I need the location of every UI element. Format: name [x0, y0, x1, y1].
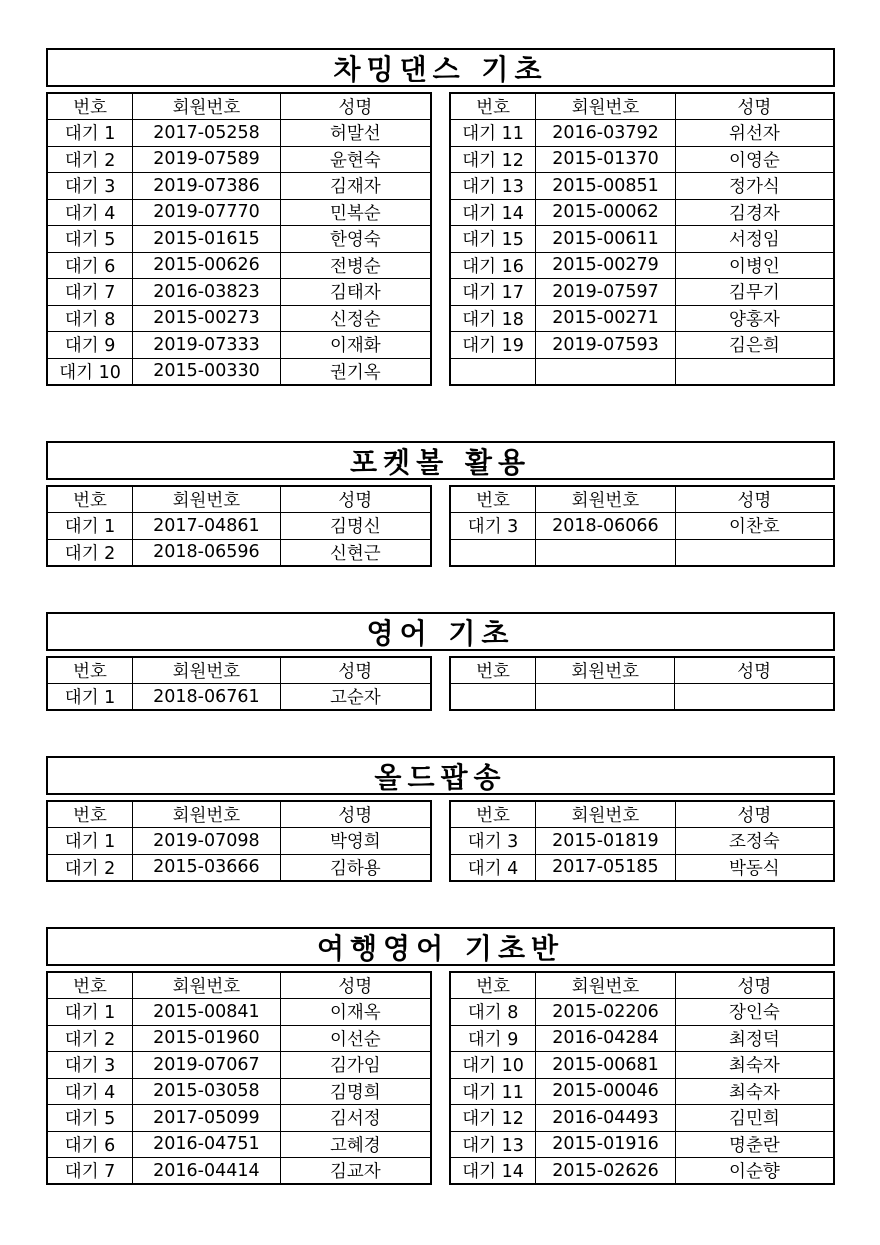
table-row	[47, 252, 431, 279]
section-title: 포켓볼 활용	[46, 441, 835, 480]
table-row	[47, 999, 431, 1026]
cell-member-id	[536, 684, 675, 711]
table-row	[450, 305, 834, 332]
table-row	[47, 684, 431, 711]
cell-waitlist-number: 대기 8	[450, 999, 536, 1026]
cell-member-id: 2015-03058	[133, 1078, 281, 1105]
cell-name: 최정덕	[675, 1025, 834, 1052]
cell-member-id: 2015-01819	[536, 828, 676, 855]
cell-waitlist-number: 대기 10	[450, 1052, 536, 1079]
cell-name: 김태자	[280, 279, 431, 306]
cell-name: 위선자	[675, 120, 834, 147]
cell-name: 고혜경	[280, 1131, 431, 1158]
column-header-member-id: 회원번호	[536, 801, 676, 828]
cell-member-id: 2015-00273	[133, 305, 281, 332]
table-row	[47, 854, 431, 881]
cell-waitlist-number: 대기 19	[450, 332, 536, 359]
cell-member-id: 2015-03666	[133, 854, 281, 881]
cell-waitlist-number: 대기 1	[47, 513, 133, 540]
cell-name: 김명희	[280, 1078, 431, 1105]
cell-name: 김무기	[675, 279, 834, 306]
cell-member-id: 2016-04414	[133, 1158, 281, 1185]
column-header-name: 성명	[280, 486, 431, 513]
table-header-row	[450, 93, 834, 120]
cell-waitlist-number: 대기 16	[450, 252, 536, 279]
table-row	[450, 1078, 834, 1105]
cell-member-id: 2019-07067	[133, 1052, 281, 1079]
cell-waitlist-number: 대기 9	[47, 332, 133, 359]
cell-member-id: 2015-02206	[536, 999, 676, 1026]
cell-name: 이선순	[280, 1025, 431, 1052]
column-header-no: 번호	[450, 801, 536, 828]
table-header-row	[450, 657, 834, 684]
cell-name: 정가식	[675, 173, 834, 200]
column-header-member-id: 회원번호	[133, 93, 281, 120]
cell-waitlist-number: 대기 1	[47, 120, 133, 147]
cell-name: 허말선	[280, 120, 431, 147]
column-header-member-id: 회원번호	[536, 972, 676, 999]
cell-name: 민복순	[280, 199, 431, 226]
column-header-no: 번호	[47, 801, 133, 828]
table-header-row	[450, 972, 834, 999]
cell-name	[675, 684, 834, 711]
cell-name: 이병인	[675, 252, 834, 279]
cell-name: 고순자	[280, 684, 431, 711]
cell-name: 이재화	[280, 332, 431, 359]
column-header-member-id: 회원번호	[536, 486, 676, 513]
cell-name: 김하용	[280, 854, 431, 881]
cell-name: 윤현숙	[280, 146, 431, 173]
table-row	[47, 279, 431, 306]
cell-waitlist-number	[450, 539, 536, 566]
cell-waitlist-number: 대기 2	[47, 146, 133, 173]
cell-member-id: 2018-06761	[133, 684, 281, 711]
waitlist-table-right	[449, 800, 835, 882]
table-row	[450, 1025, 834, 1052]
cell-waitlist-number: 대기 6	[47, 252, 133, 279]
cell-member-id: 2017-05185	[536, 854, 676, 881]
cell-name: 김명신	[280, 513, 431, 540]
waitlist-table-left	[46, 800, 432, 882]
cell-waitlist-number: 대기 11	[450, 1078, 536, 1105]
cell-waitlist-number: 대기 2	[47, 539, 133, 566]
column-header-name: 성명	[280, 657, 431, 684]
cell-name	[675, 358, 834, 385]
column-header-name: 성명	[675, 486, 834, 513]
cell-member-id: 2019-07597	[536, 279, 676, 306]
cell-waitlist-number: 대기 3	[450, 828, 536, 855]
section-old-pop	[46, 756, 835, 882]
waitlist-table-left	[46, 656, 432, 711]
table-row	[47, 1131, 431, 1158]
waitlist-table-left	[46, 971, 432, 1185]
cell-waitlist-number: 대기 5	[47, 226, 133, 253]
cell-member-id: 2019-07386	[133, 173, 281, 200]
cell-member-id: 2019-07593	[536, 332, 676, 359]
cell-member-id: 2015-00851	[536, 173, 676, 200]
table-row	[450, 999, 834, 1026]
table-row	[450, 252, 834, 279]
table-row	[47, 539, 431, 566]
column-header-no: 번호	[47, 657, 133, 684]
cell-waitlist-number: 대기 17	[450, 279, 536, 306]
cell-member-id: 2015-00062	[536, 199, 676, 226]
column-header-name: 성명	[675, 801, 834, 828]
cell-name: 이순향	[675, 1158, 834, 1185]
table-row	[450, 358, 834, 385]
waitlist-table-right	[449, 485, 835, 567]
cell-member-id: 2015-00841	[133, 999, 281, 1026]
cell-member-id: 2015-01615	[133, 226, 281, 253]
column-header-no: 번호	[450, 657, 536, 684]
column-header-member-id: 회원번호	[133, 486, 281, 513]
cell-name: 김교자	[280, 1158, 431, 1185]
section-title: 올드팝송	[46, 756, 835, 795]
cell-waitlist-number: 대기 2	[47, 1025, 133, 1052]
cell-member-id: 2017-04861	[133, 513, 281, 540]
cell-member-id: 2018-06596	[133, 539, 281, 566]
cell-waitlist-number: 대기 6	[47, 1131, 133, 1158]
column-header-name: 성명	[280, 93, 431, 120]
table-row	[450, 1105, 834, 1132]
cell-waitlist-number: 대기 3	[450, 513, 536, 540]
cell-member-id: 2018-06066	[536, 513, 676, 540]
waitlist-table-right	[449, 971, 835, 1185]
table-row	[47, 828, 431, 855]
table-row	[450, 684, 834, 711]
cell-waitlist-number: 대기 12	[450, 146, 536, 173]
cell-name: 전병순	[280, 252, 431, 279]
cell-name: 조정숙	[675, 828, 834, 855]
cell-name	[675, 539, 834, 566]
table-row	[47, 358, 431, 385]
section-travel-english	[46, 927, 835, 1185]
cell-name: 명춘란	[675, 1131, 834, 1158]
cell-member-id: 2015-00681	[536, 1052, 676, 1079]
cell-name: 김민희	[675, 1105, 834, 1132]
table-row	[450, 854, 834, 881]
cell-waitlist-number: 대기 9	[450, 1025, 536, 1052]
waitlist-table-right	[449, 92, 835, 386]
waitlist-table-right	[449, 656, 835, 711]
cell-member-id: 2015-00271	[536, 305, 676, 332]
cell-waitlist-number: 대기 4	[47, 199, 133, 226]
cell-waitlist-number: 대기 8	[47, 305, 133, 332]
table-row	[450, 332, 834, 359]
section-charming-dance	[46, 48, 835, 386]
cell-name: 김가임	[280, 1052, 431, 1079]
table-row	[47, 1025, 431, 1052]
table-header-row	[47, 801, 431, 828]
cell-waitlist-number: 대기 14	[450, 1158, 536, 1185]
table-row	[450, 513, 834, 540]
cell-waitlist-number: 대기 1	[47, 828, 133, 855]
waitlist-table-left	[46, 92, 432, 386]
table-row	[47, 120, 431, 147]
cell-waitlist-number	[450, 684, 536, 711]
cell-member-id: 2015-00330	[133, 358, 281, 385]
cell-name: 김서정	[280, 1105, 431, 1132]
section-title: 차밍댄스 기초	[46, 48, 835, 87]
cell-waitlist-number: 대기 12	[450, 1105, 536, 1132]
table-row	[47, 1105, 431, 1132]
cell-member-id: 2015-01916	[536, 1131, 676, 1158]
column-header-name: 성명	[675, 93, 834, 120]
column-header-name: 성명	[675, 657, 834, 684]
cell-member-id: 2015-01960	[133, 1025, 281, 1052]
cell-name: 이찬호	[675, 513, 834, 540]
cell-waitlist-number: 대기 14	[450, 199, 536, 226]
column-header-name: 성명	[280, 972, 431, 999]
cell-waitlist-number: 대기 15	[450, 226, 536, 253]
table-row	[47, 332, 431, 359]
column-header-name: 성명	[675, 972, 834, 999]
cell-waitlist-number: 대기 13	[450, 1131, 536, 1158]
cell-waitlist-number: 대기 2	[47, 854, 133, 881]
cell-waitlist-number: 대기 7	[47, 279, 133, 306]
cell-member-id: 2016-03823	[133, 279, 281, 306]
column-header-no: 번호	[47, 93, 133, 120]
cell-member-id: 2015-00046	[536, 1078, 676, 1105]
table-row	[450, 1052, 834, 1079]
cell-waitlist-number: 대기 1	[47, 684, 133, 711]
cell-member-id: 2016-04493	[536, 1105, 676, 1132]
cell-name: 최숙자	[675, 1078, 834, 1105]
cell-name: 김은희	[675, 332, 834, 359]
table-row	[450, 279, 834, 306]
cell-member-id: 2019-07770	[133, 199, 281, 226]
cell-name: 박동식	[675, 854, 834, 881]
table-header-row	[450, 486, 834, 513]
table-header-row	[47, 486, 431, 513]
cell-member-id: 2015-00611	[536, 226, 676, 253]
section-title: 여행영어 기초반	[46, 927, 835, 966]
cell-name: 권기옥	[280, 358, 431, 385]
table-row	[450, 1131, 834, 1158]
column-header-member-id: 회원번호	[133, 657, 281, 684]
table-row	[450, 173, 834, 200]
table-row	[47, 1078, 431, 1105]
table-row	[47, 146, 431, 173]
waitlist-table-left	[46, 485, 432, 567]
cell-member-id: 2015-02626	[536, 1158, 676, 1185]
cell-waitlist-number: 대기 5	[47, 1105, 133, 1132]
table-row	[47, 305, 431, 332]
cell-waitlist-number	[450, 358, 536, 385]
cell-name: 김재자	[280, 173, 431, 200]
column-header-member-id: 회원번호	[133, 801, 281, 828]
table-row	[450, 226, 834, 253]
table-header-row	[47, 972, 431, 999]
table-row	[450, 1158, 834, 1185]
cell-member-id: 2019-07589	[133, 146, 281, 173]
cell-name: 서정임	[675, 226, 834, 253]
cell-member-id: 2017-05099	[133, 1105, 281, 1132]
cell-name: 김경자	[675, 199, 834, 226]
table-row	[47, 1158, 431, 1185]
cell-name: 한영숙	[280, 226, 431, 253]
column-header-member-id: 회원번호	[133, 972, 281, 999]
cell-member-id: 2016-04751	[133, 1131, 281, 1158]
cell-member-id: 2015-01370	[536, 146, 676, 173]
table-row	[47, 1052, 431, 1079]
column-header-no: 번호	[450, 93, 536, 120]
table-row	[450, 828, 834, 855]
cell-member-id	[536, 539, 676, 566]
cell-member-id: 2016-03792	[536, 120, 676, 147]
cell-waitlist-number: 대기 4	[450, 854, 536, 881]
table-header-row	[450, 801, 834, 828]
table-row	[450, 146, 834, 173]
table-row	[450, 539, 834, 566]
cell-waitlist-number: 대기 7	[47, 1158, 133, 1185]
cell-waitlist-number: 대기 11	[450, 120, 536, 147]
cell-member-id: 2016-04284	[536, 1025, 676, 1052]
column-header-no: 번호	[450, 486, 536, 513]
table-row	[47, 173, 431, 200]
table-row	[47, 513, 431, 540]
column-header-member-id: 회원번호	[536, 93, 676, 120]
table-row	[450, 120, 834, 147]
cell-waitlist-number: 대기 18	[450, 305, 536, 332]
cell-waitlist-number: 대기 4	[47, 1078, 133, 1105]
column-header-no: 번호	[450, 972, 536, 999]
cell-member-id: 2019-07098	[133, 828, 281, 855]
section-pocketball	[46, 441, 835, 567]
cell-name: 이재옥	[280, 999, 431, 1026]
cell-name: 장인숙	[675, 999, 834, 1026]
table-row	[450, 199, 834, 226]
column-header-no: 번호	[47, 486, 133, 513]
cell-name: 박영희	[280, 828, 431, 855]
cell-waitlist-number: 대기 1	[47, 999, 133, 1026]
table-row	[47, 199, 431, 226]
cell-waitlist-number: 대기 10	[47, 358, 133, 385]
cell-name: 신현근	[280, 539, 431, 566]
table-header-row	[47, 93, 431, 120]
cell-member-id: 2015-00279	[536, 252, 676, 279]
column-header-name: 성명	[280, 801, 431, 828]
cell-waitlist-number: 대기 13	[450, 173, 536, 200]
cell-waitlist-number: 대기 3	[47, 173, 133, 200]
cell-name: 이영순	[675, 146, 834, 173]
cell-waitlist-number: 대기 3	[47, 1052, 133, 1079]
cell-name: 신정순	[280, 305, 431, 332]
cell-name: 최숙자	[675, 1052, 834, 1079]
column-header-no: 번호	[47, 972, 133, 999]
column-header-member-id: 회원번호	[536, 657, 675, 684]
cell-member-id: 2019-07333	[133, 332, 281, 359]
cell-member-id: 2017-05258	[133, 120, 281, 147]
cell-name: 양홍자	[675, 305, 834, 332]
section-title: 영어 기초	[46, 612, 835, 651]
table-header-row	[47, 657, 431, 684]
section-english-basic	[46, 612, 835, 711]
table-row	[47, 226, 431, 253]
cell-member-id: 2015-00626	[133, 252, 281, 279]
cell-member-id	[536, 358, 676, 385]
